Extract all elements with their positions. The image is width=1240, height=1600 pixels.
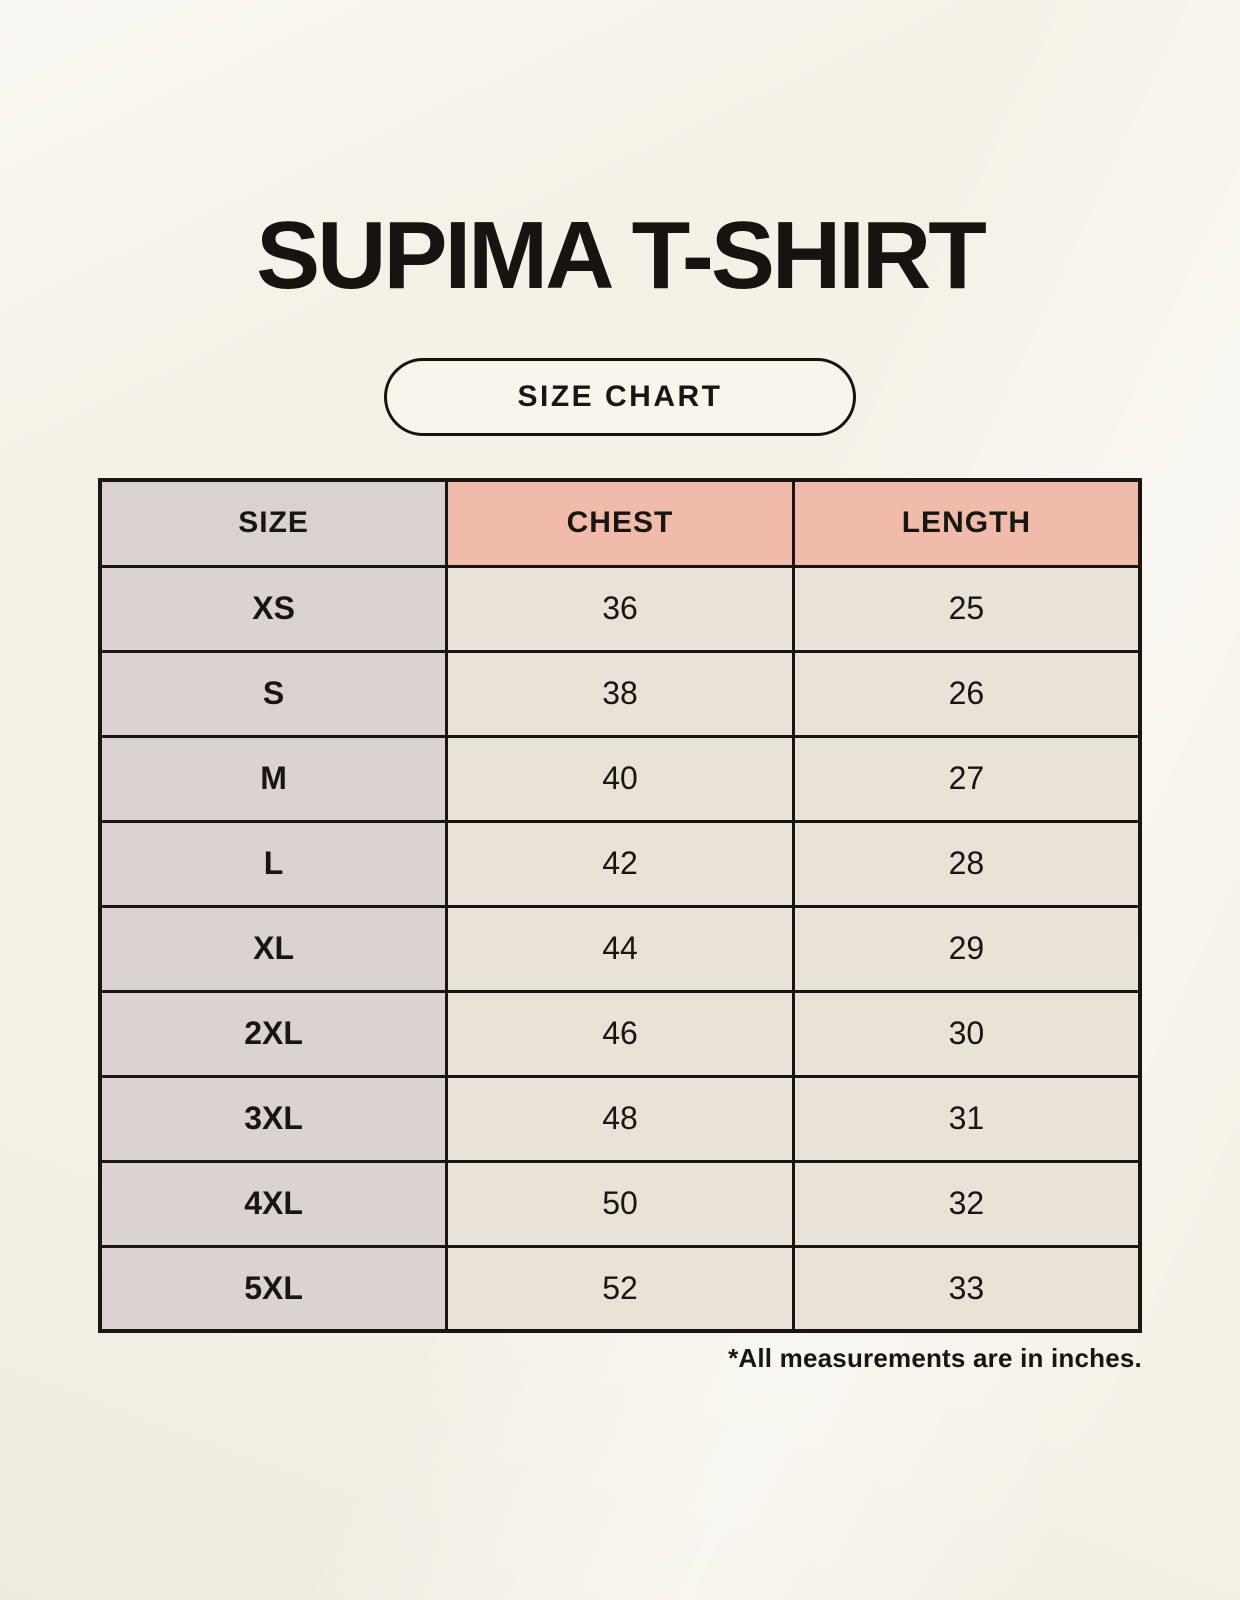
table-row [100, 821, 1140, 906]
size-cell: S [100, 651, 447, 736]
length-cell: 28 [793, 821, 1140, 906]
size-table [98, 478, 1142, 1333]
size-table-body [100, 566, 1140, 1331]
chest-cell: 44 [447, 906, 794, 991]
header-row [100, 480, 1140, 566]
table-row [100, 736, 1140, 821]
chest-cell: 48 [447, 1076, 794, 1161]
length-cell: 31 [793, 1076, 1140, 1161]
length-cell: 29 [793, 906, 1140, 991]
chest-cell: 38 [447, 651, 794, 736]
size-cell: 3XL [100, 1076, 447, 1161]
size-cell: XL [100, 906, 447, 991]
table-row [100, 1246, 1140, 1331]
measurements-footnote: *All measurements are in inches. [728, 1343, 1142, 1373]
header-cell-length: LENGTH [793, 480, 1140, 566]
size-chart-badge [384, 358, 856, 436]
table-row [100, 991, 1140, 1076]
table-row [100, 1076, 1140, 1161]
size-cell: 2XL [100, 991, 447, 1076]
size-chart-badge-label: SIZE CHART [517, 380, 723, 413]
length-cell: 25 [793, 566, 1140, 651]
chest-cell: 50 [447, 1161, 794, 1246]
header-cell-size: SIZE [100, 480, 447, 566]
header-cell-chest: CHEST [447, 480, 794, 566]
page-title: SUPIMA T-SHIRT [256, 202, 984, 309]
length-cell: 27 [793, 736, 1140, 821]
length-cell: 33 [793, 1246, 1140, 1331]
table-row [100, 566, 1140, 651]
chest-cell: 46 [447, 991, 794, 1076]
table-row [100, 906, 1140, 991]
size-cell: L [100, 821, 447, 906]
size-table-header [100, 480, 1140, 566]
chest-cell: 36 [447, 566, 794, 651]
table-row [100, 651, 1140, 736]
chest-cell: 40 [447, 736, 794, 821]
length-cell: 26 [793, 651, 1140, 736]
size-cell: 5XL [100, 1246, 447, 1331]
size-cell: 4XL [100, 1161, 447, 1246]
length-cell: 30 [793, 991, 1140, 1076]
size-table-container [98, 478, 1142, 1374]
chest-cell: 52 [447, 1246, 794, 1331]
length-cell: 32 [793, 1161, 1140, 1246]
chest-cell: 42 [447, 821, 794, 906]
table-row [100, 1161, 1140, 1246]
size-cell: M [100, 736, 447, 821]
size-cell: XS [100, 566, 447, 651]
